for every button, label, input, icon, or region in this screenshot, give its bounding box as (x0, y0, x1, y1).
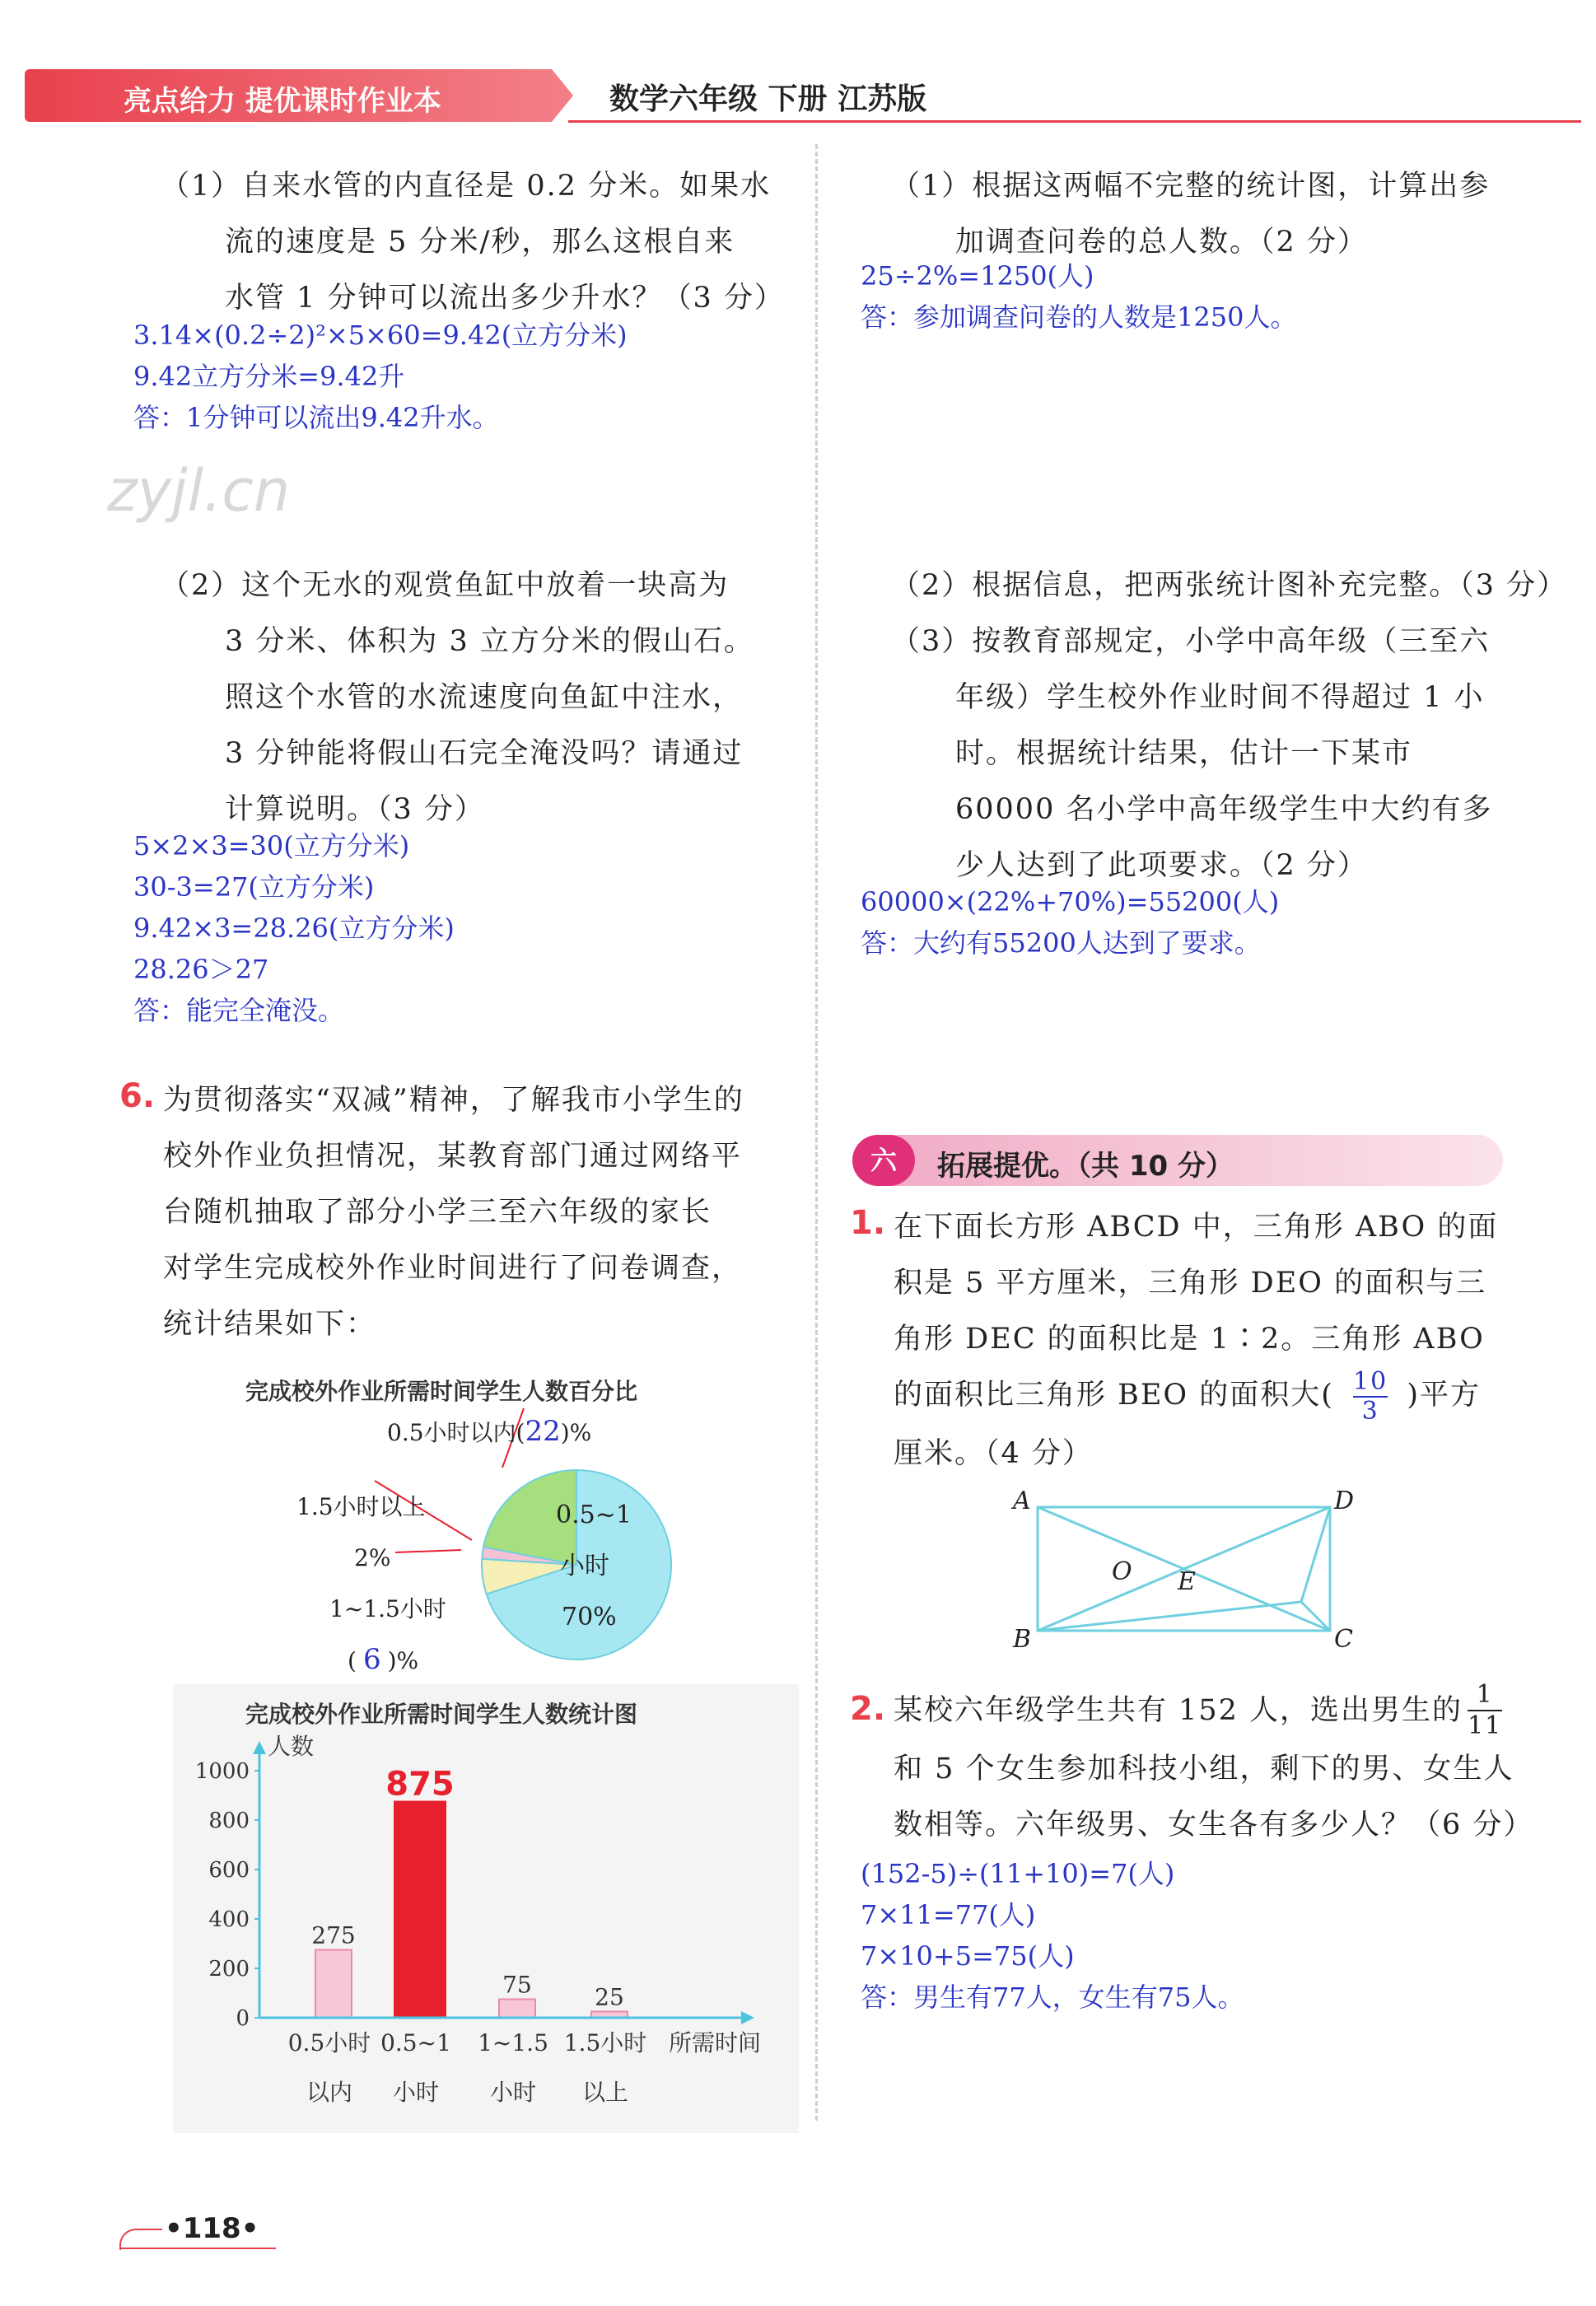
bar-category-line2-2: 小时 (489, 2079, 537, 2106)
vertex-c: C (1334, 1625, 1353, 1654)
bar-category-0: 0.5小时 (287, 2029, 371, 2056)
bar-category-3: 1.5小时 (563, 2029, 647, 2056)
pie-label-one-pct: ( 6 )% (348, 1643, 419, 1676)
bar-value-label-2: 75 (502, 1971, 532, 1999)
header-arrow (552, 69, 573, 122)
problem-2-text: 某校六年级学生共有 152 人，选出男生的 1 11 和 5 个女生参加科技小组，剩下的男、女生人 数相等。六年级男、女生各有多少人？（6 分） (894, 1680, 1534, 1842)
problem-2-fraction: 1 11 (1468, 1680, 1503, 1740)
header-rule (568, 120, 1581, 123)
pie-chart-title: 完成校外作业所需时间学生人数百分比 (245, 1378, 638, 1405)
point-o: O (1112, 1557, 1132, 1586)
pie-label-over-pct: 2% (354, 1544, 391, 1571)
bar-ytick-5: 1000 (194, 1759, 250, 1784)
bar-ytick-3: 600 (208, 1858, 250, 1883)
bar-value-label-0: 275 (311, 1921, 356, 1949)
question-part-1: （1）自来水管的内直径是 0.2 分米。如果水 流的速度是 5 分米/秒，那么这根自来 水管 1 分钟可以流出多少升水？（3 分） (161, 170, 785, 315)
point-e: E (1178, 1567, 1196, 1596)
bar-x-label: 所需时间 (669, 2029, 762, 2056)
right-answer-1: 25÷2%=1250(人) 答：参加调查问卷的人数是1250人。 (861, 260, 1297, 333)
bar-category-2: 1~1.5 (478, 2029, 548, 2056)
pie-label-main-unit: 小时 (560, 1552, 609, 1580)
bar-2 (499, 2000, 535, 2019)
answer-part-2: 5×2×3=30(立方分米) 30-3=27(立方分米) 9.42×3=28.26(立方分米) 28.26＞27 答：能完全淹没。 (133, 830, 455, 1026)
bar-value-label-3: 25 (595, 1983, 624, 2011)
watermark: zyjl.cn (107, 457, 291, 525)
bar-category-1: 0.5~1 (380, 2029, 451, 2056)
right-question-1: （1）根据这两幅不完整的统计图，计算出参 加调查问卷的总人数。（2 分） (891, 170, 1491, 259)
answer-fraction: $\frac{10}{3}$ (1353, 1366, 1388, 1426)
bar-chart (181, 1730, 791, 2125)
problem-1-text: 在下面长方形 ABCD 中，三角形 ABO 的面 积是 5 平方厘米，三角形 DEO 的面积与三 角形 DEC 的面积比是 1∶2。三角形 ABO 的面积比三角形 BEO 的面积大( $\frac{10}{3}$ )平方 厘米。（4 分） (894, 1211, 1499, 1470)
pie-label-main-pct: 70% (562, 1603, 617, 1631)
pie-label-one: 1~1.5小时 (329, 1595, 446, 1622)
page-number-curl (119, 2229, 162, 2250)
bar-y-label: 人数 (268, 1733, 315, 1760)
vertex-a: A (1013, 1487, 1031, 1515)
vertex-d: D (1334, 1487, 1355, 1515)
header-subject: 数学六年级 下册 江苏版 (609, 82, 927, 116)
line-be (1038, 1602, 1301, 1631)
pie-label-half: 0.5小时以内(22)% (387, 1415, 592, 1448)
bar-0 (315, 1950, 352, 2019)
bar-x-axis-arrow (741, 2011, 754, 2024)
section-number: 六 (852, 1135, 915, 1186)
page-number: •118• (165, 2212, 259, 2245)
right-question-3: （3）按教育部规定，小学中高年级（三至六 年级）学生校外作业时间不得超过 1 小 时。根据统计结果，估计一下某市 60000 名小学中高年级学生中大约有多 少人达到了此项要求。（2 分） (891, 625, 1493, 882)
pie-label-over: 1.5小时以上 (296, 1493, 426, 1520)
problem-2-answer: (152-5)÷(11+10)=7(人) 7×11=77(人) 7×10+5=75(人) 答：男生有77人，女生有75人。 (861, 1858, 1244, 2013)
right-question-2: （2）根据信息，把两张统计图补充完整。（3 分） (891, 569, 1568, 602)
question-number-6: 6. (119, 1077, 156, 1115)
bar-ytick-0: 0 (236, 2006, 250, 2031)
rectangle-diagram (1005, 1482, 1355, 1655)
question-6-text: 为贯彻落实“双减”精神，了解我市小学生的 校外作业负担情况，某教育部门通过网络平 台随机抽取了部分小学三至六年级的家长 对学生完成校外作业时间进行了问卷调查， 统计结果如下： (163, 1084, 744, 1341)
line-ec (1301, 1602, 1330, 1631)
bar-value-label-1: 875 (385, 1765, 455, 1804)
right-answer-3: 60000×(22%+70%)=55200(人) 答：大约有55200人达到了要求。 (861, 886, 1280, 959)
question-part-2: （2）这个无水的观赏鱼缸中放着一块高为 3 分米、体积为 3 立方分米的假山石。 照这个水管的水流速度向鱼缸中注水， 3 分钟能将假山石完全淹没吗？请通过 计算说明。（3 分） (161, 569, 754, 826)
pie-chart (272, 1408, 684, 1680)
problem-number-2: 2. (850, 1690, 886, 1728)
bar-category-line2-0: 以内 (306, 2079, 353, 2106)
section-title: 拓展提优。（共 10 分） (937, 1150, 1234, 1183)
column-divider (815, 144, 818, 2121)
bar-ytick-1: 200 (208, 1957, 250, 1982)
bar-y-axis-arrow (253, 1741, 266, 1754)
bar-chart-title: 完成校外作业所需时间学生人数统计图 (245, 1701, 638, 1728)
pie-leader-one (395, 1550, 461, 1552)
bar-category-line2-1: 小时 (392, 2079, 440, 2106)
bar-ytick-2: 400 (208, 1907, 250, 1932)
vertex-b: B (1013, 1625, 1032, 1654)
pie-label-main: 0.5~1 (556, 1501, 632, 1529)
header-brand: 亮点给力 提优课时作业本 (124, 85, 441, 118)
line-de (1301, 1507, 1330, 1602)
bar-1 (394, 1802, 446, 2019)
bar-category-line2-3: 以上 (581, 2079, 629, 2106)
answer-part-1: 3.14×(0.2÷2)²×5×60=9.42(立方分米) 9.42立方分米=9.42升 答：1分钟可以流出9.42升水。 (133, 320, 628, 433)
problem-number-1: 1. (850, 1204, 886, 1242)
bar-ytick-4: 800 (208, 1809, 250, 1833)
